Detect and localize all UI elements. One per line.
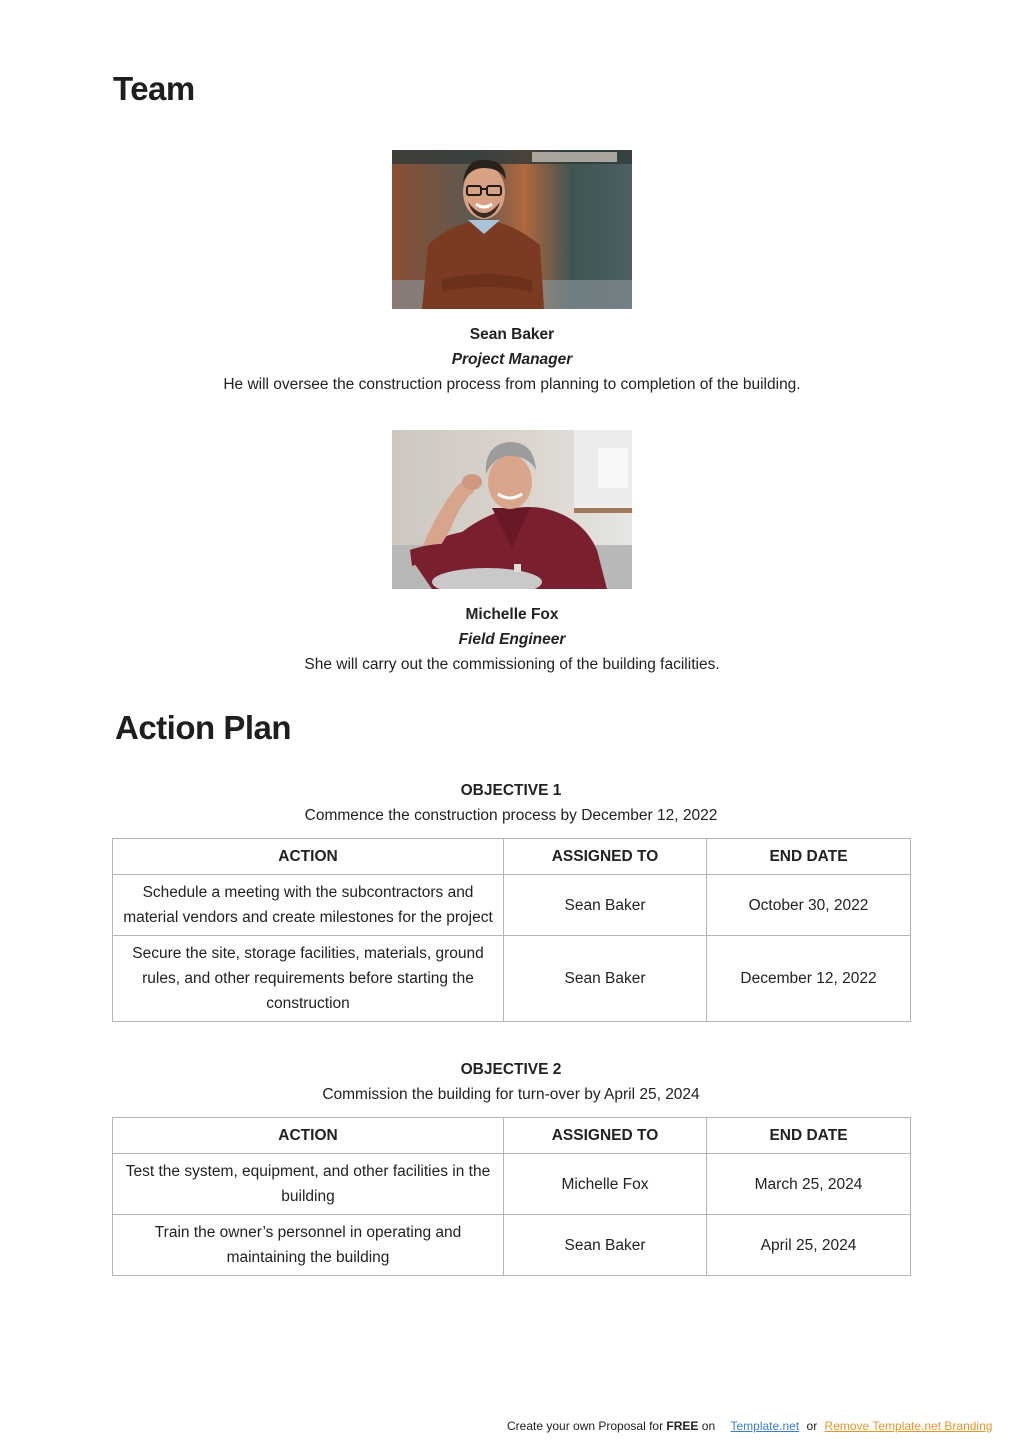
portrait-man-photo xyxy=(392,150,632,309)
member-description: He will oversee the construction process from planning to completion of the building. xyxy=(223,376,801,393)
objective-description: Commission the building for turn-over by April 25, 2024 xyxy=(322,1086,700,1103)
action-table xyxy=(112,1117,911,1276)
objective-title: OBJECTIVE 2 xyxy=(460,1061,562,1078)
footer-on-text: on xyxy=(698,1419,716,1433)
portrait-woman-photo xyxy=(392,430,632,589)
table-row xyxy=(113,875,911,936)
footer-free-text: FREE xyxy=(666,1419,699,1433)
table-header-row xyxy=(113,1118,911,1154)
member-role: Project Manager xyxy=(451,351,573,368)
member-role: Field Engineer xyxy=(458,631,566,648)
objective-section xyxy=(112,778,910,1022)
table-row xyxy=(113,936,911,1022)
cell-action: Train the owner’s personnel in operating and maintaining the building xyxy=(113,1215,504,1276)
column-header-action: ACTION xyxy=(113,839,504,875)
action-table xyxy=(112,838,911,1022)
action-plan-heading: Action Plan xyxy=(115,709,292,746)
cell-end-date: October 30, 2022 xyxy=(707,875,911,936)
cell-assigned-to: Michelle Fox xyxy=(504,1154,707,1215)
table-row xyxy=(113,1154,911,1215)
cell-end-date: December 12, 2022 xyxy=(707,936,911,1022)
cell-action: Schedule a meeting with the subcontractors and material vendors and create milestones for the project xyxy=(113,875,504,936)
objective-description: Commence the construction process by December 12, 2022 xyxy=(304,807,718,824)
cell-end-date: April 25, 2024 xyxy=(707,1215,911,1276)
cell-assigned-to: Sean Baker xyxy=(504,936,707,1022)
column-header-end-date: END DATE xyxy=(707,839,911,875)
team-member-card xyxy=(112,150,912,397)
objective-title: OBJECTIVE 1 xyxy=(460,782,562,799)
footer-text: Create your own Proposal for xyxy=(507,1419,667,1433)
cell-action: Test the system, equipment, and other facilities in the building xyxy=(113,1154,504,1215)
member-name: Sean Baker xyxy=(469,326,555,343)
table-row xyxy=(113,1215,911,1276)
team-heading: Team xyxy=(113,70,195,107)
branding-footer xyxy=(507,1419,992,1433)
column-header-assigned-to: ASSIGNED TO xyxy=(504,839,707,875)
team-member-card xyxy=(112,430,912,677)
table-header-row xyxy=(113,839,911,875)
column-header-end-date: END DATE xyxy=(707,1118,911,1154)
template-net-link[interactable]: Template.net xyxy=(730,1419,800,1433)
column-header-assigned-to: ASSIGNED TO xyxy=(504,1118,707,1154)
cell-end-date: March 25, 2024 xyxy=(707,1154,911,1215)
footer-or-text: or xyxy=(806,1419,818,1433)
objective-section xyxy=(112,1057,910,1276)
remove-branding-link[interactable]: Remove Template.net Branding xyxy=(824,1419,993,1433)
member-description: She will carry out the commissioning of the building facilities. xyxy=(304,656,720,673)
cell-assigned-to: Sean Baker xyxy=(504,1215,707,1276)
column-header-action: ACTION xyxy=(113,1118,504,1154)
cell-action: Secure the site, storage facilities, materials, ground rules, and other requirements before starting the construction xyxy=(113,936,504,1022)
cell-assigned-to: Sean Baker xyxy=(504,875,707,936)
member-name: Michelle Fox xyxy=(465,606,559,623)
